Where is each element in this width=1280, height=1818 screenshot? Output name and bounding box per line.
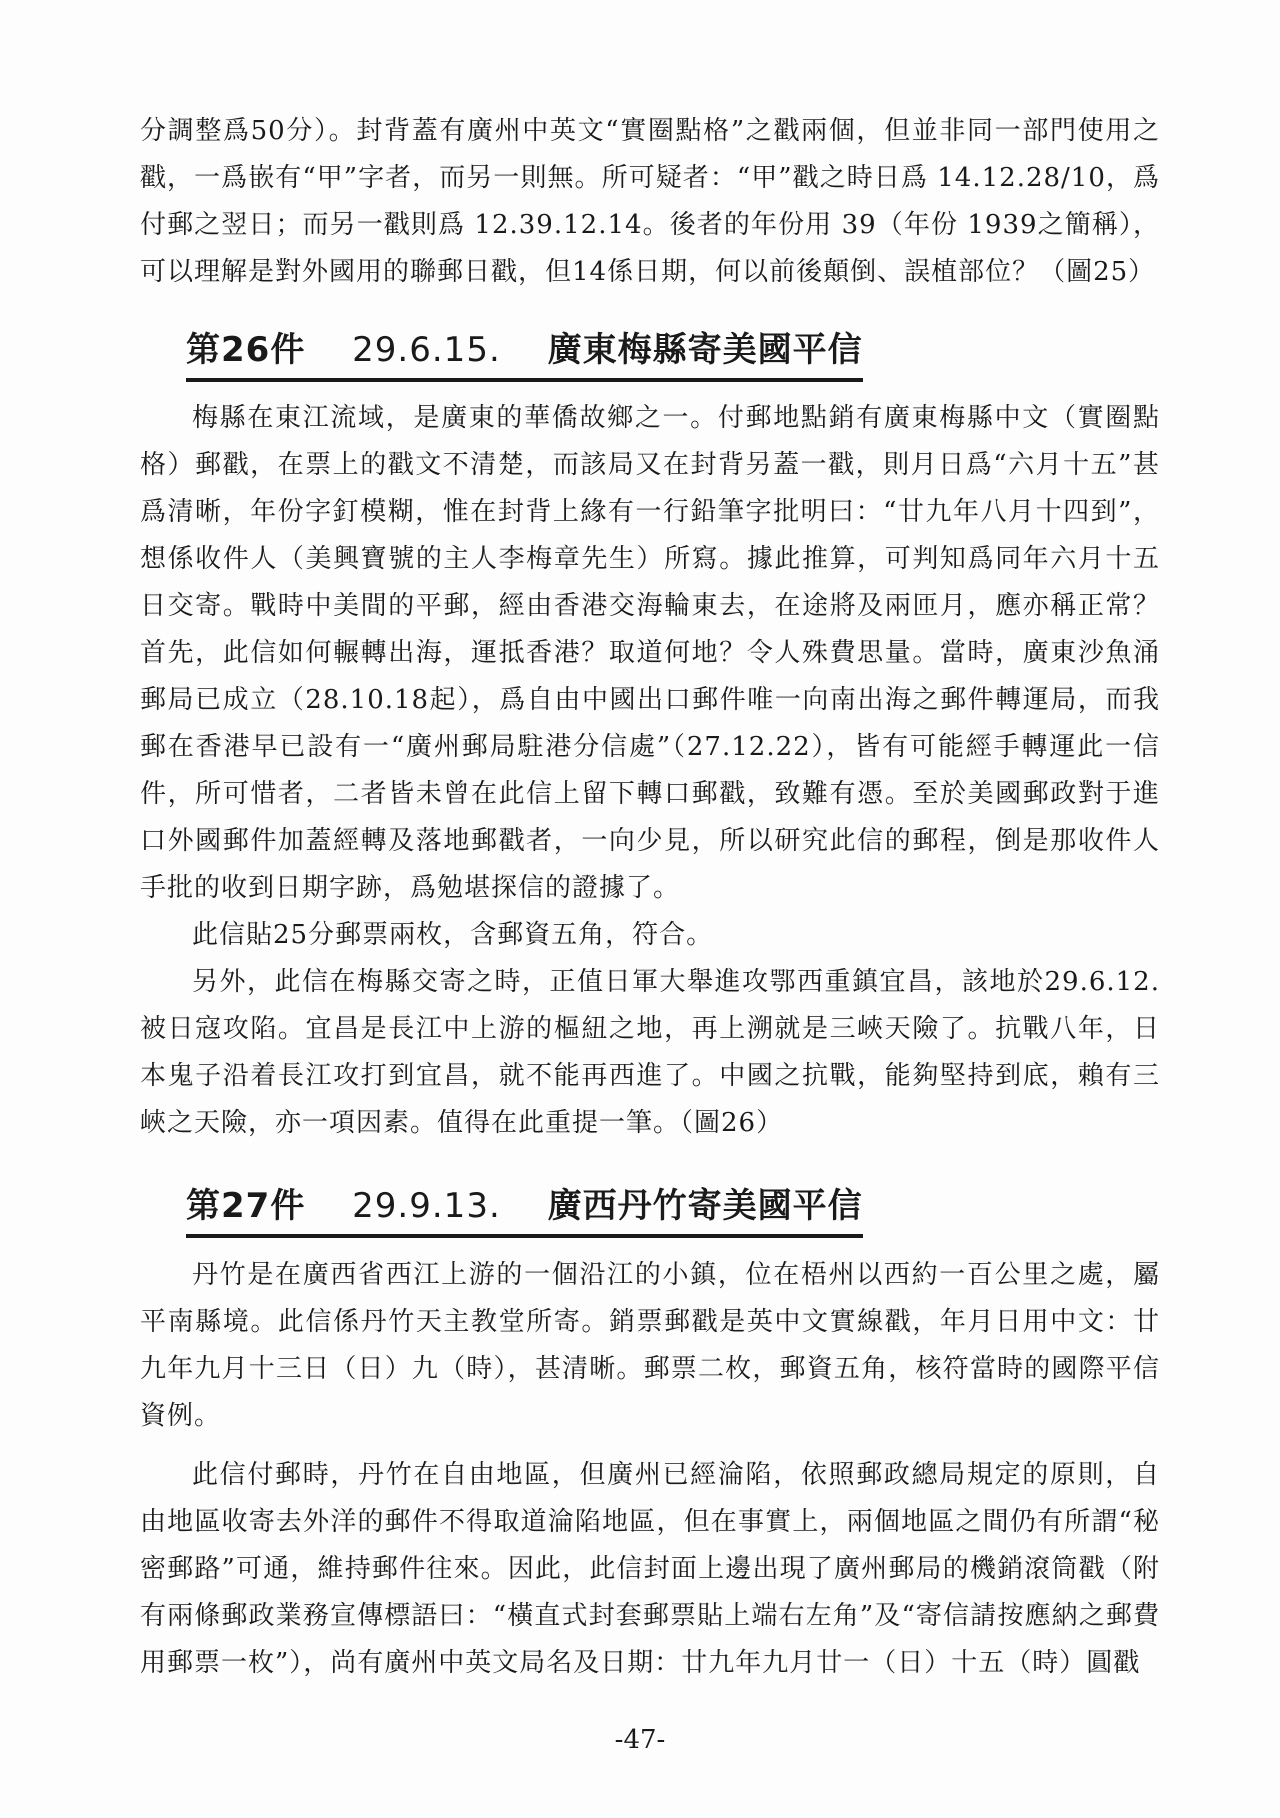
section-26-date: 29.6.15.	[352, 330, 501, 370]
section-27-title: 廣西丹竹寄美國平信	[547, 1186, 863, 1226]
section-26-paragraph: 此信貼25分郵票兩枚，含郵資五角，符合。	[192, 920, 714, 950]
section-27-number: 第27件	[186, 1186, 306, 1226]
section-26-body	[140, 395, 1160, 1147]
section-27-date: 29.9.13.	[352, 1186, 501, 1226]
section-27-heading	[186, 1186, 863, 1238]
section-26-paragraph: 另外，此信在梅縣交寄之時，正值日軍大舉進攻鄂西重鎮宜昌，該地於29.6.12.被日寇攻陷。宜昌是長江中上游的樞紐之地，再上溯就是三峽天險了。抗戰八年，日本鬼子沿着長江攻打到宜昌，就不能再西進了。中國之抗戰，能夠堅持到底，賴有三峽之天險，亦一項因素。值得在此重提一筆。（圖26）	[140, 967, 1160, 1138]
section-27-paragraph: 丹竹是在廣西省西江上游的一個沿江的小鎮，位在梧州以西約一百公里之處，屬平南縣境。此信係丹竹天主教堂所寄。銷票郵戳是英中文實線戳，年月日用中文：廿九年九月十三日（日）九（時），甚清晰。郵票二枚，郵資五角，核符當時的國際平信資例。	[140, 1260, 1160, 1431]
intro-paragraph: 分調整爲50分）。封背蓋有廣州中英文“實圈點格”之戳兩個，但並非同一部門使用之戳，一爲嵌有“甲”字者，而另一則無。所可疑者：“甲”戳之時日爲 14.12.28/10，爲付郵之翌日；而另一戳則爲 12.39.12.14。後者的年份用 39（年份 1939之簡稱），可以理解是對外國用的聯郵日戳，但14係日期，何以前後顛倒、誤植部位？（圖25）	[140, 116, 1160, 287]
section-26-number: 第26件	[186, 330, 306, 370]
page-number: -47-	[614, 1725, 666, 1755]
section-27-paragraph: 此信付郵時，丹竹在自由地區，但廣州已經淪陷，依照郵政總局規定的原則，自由地區收寄去外洋的郵件不得取道淪陷地區，但在事實上，兩個地區之間仍有所謂“秘密郵路”可通，維持郵件往來。因此，此信封面上邊出現了廣州郵局的機銷滾筒戳（附有兩條郵政業務宣傳標語曰：“橫直式封套郵票貼上端右左角”及“寄信請按應納之郵費用郵票一枚”），尚有廣州中英文局名及日期：廿九年九月廿一（日）十五（時）圓戳	[140, 1460, 1160, 1678]
intro-block	[140, 108, 1160, 296]
section-26-heading	[186, 330, 863, 382]
section-26-paragraph: 梅縣在東江流域，是廣東的華僑故鄉之一。付郵地點銷有廣東梅縣中文（實圈點格）郵戳，在票上的戳文不清楚，而該局又在封背另蓋一戳，則月日爲“六月十五”甚爲清晰，年份字釘模糊，惟在封背上緣有一行鉛筆字批明曰：“廿九年八月十四到”，想係收件人（美興寶號的主人李梅章先生）所寫。據此推算，可判知爲同年六月十五日交寄。戰時中美間的平郵，經由香港交海輪東去，在途將及兩匝月，應亦稱正常？首先，此信如何輾轉出海，運抵香港？取道何地？令人殊費思量。當時，廣東沙魚涌郵局已成立（28.10.18起），爲自由中國出口郵件唯一向南出海之郵件轉運局，而我郵在香港早已設有一“廣州郵局駐港分信處”（27.12.22），皆有可能經手轉運此一信件，所可惜者，二者皆未曾在此信上留下轉口郵戳，致難有憑。至於美國郵政對于進口外國郵件加蓋經轉及落地郵戳者，一向少見，所以研究此信的郵程，倒是那收件人手批的收到日期字跡，爲勉堪探信的證據了。	[140, 403, 1160, 903]
section-27-body	[140, 1252, 1160, 1687]
section-26-title: 廣東梅縣寄美國平信	[547, 330, 863, 370]
